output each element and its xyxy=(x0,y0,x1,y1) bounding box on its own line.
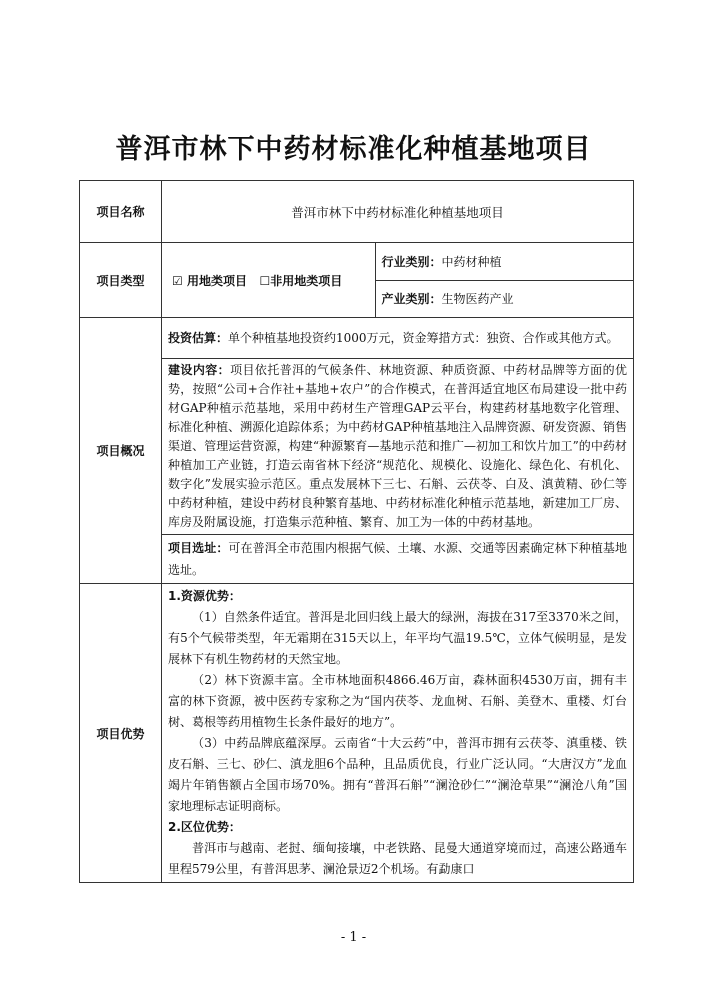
industry-value: 中药材种植 xyxy=(441,254,502,269)
row-overview-site xyxy=(80,535,634,584)
industry-label: 行业类别： xyxy=(381,254,442,269)
investment-cell xyxy=(162,318,634,359)
project-type-label: 项目类型 xyxy=(80,243,162,318)
document-title: 普洱市林下中药材标准化种植基地项目 xyxy=(115,134,592,165)
option-land-use: 用地类项目 xyxy=(186,273,247,288)
advantage-label: 项目优势 xyxy=(80,584,162,883)
sector-cell xyxy=(375,280,633,317)
advantage-paragraph-2: （2）林下资源丰富。全市林地面积4866.46万亩，森林面积4530万亩，拥有丰富的林下资源，被中医药专家称之为“国内茯苓、龙血树、石斛、美登木、重楼、灯台树、葛根等药用植物生长条件最好的地方”。 xyxy=(168,673,627,729)
row-project-type xyxy=(80,243,634,318)
site-label: 项目选址： xyxy=(168,541,229,555)
sector-value: 生物医药产业 xyxy=(441,292,514,307)
row-project-name xyxy=(80,181,634,243)
row-overview-content xyxy=(80,359,634,535)
investment-label: 投资估算： xyxy=(168,330,229,345)
advantage-heading-resource: 1.资源优势： xyxy=(168,589,241,603)
advantage-heading-location: 2.区位优势： xyxy=(168,820,241,834)
sector-label: 产业类别： xyxy=(381,292,442,307)
investment-text: 单个种植基地投资约1000万元，资金筹措方式：独资、合作或其他方式。 xyxy=(228,330,619,345)
industry-cell xyxy=(375,243,633,280)
advantage-paragraph-1: （1）自然条件适宜。普洱是北回归线上最大的绿洲，海拔在317至3370米之间，有5个气候带类型，年无霜期在315天以上，年平均气温19.5℃，立体气候明显，是发展林下有机生物药材的天然宝地。 xyxy=(168,610,627,666)
project-type-options xyxy=(162,243,375,317)
content-cell xyxy=(162,359,634,535)
project-name-label: 项目名称 xyxy=(80,181,162,243)
site-text: 可在普洱全市范围内根据气候、土壤、水源、交通等因素确定林下种植基地选址。 xyxy=(168,541,627,577)
advantage-paragraph-4: 普洱市与越南、老挝、缅甸接壤，中老铁路、昆曼大通道穿境而过，高速公路通车里程579公里，有普洱思茅、澜沧景迈2个机场。有勐康口 xyxy=(168,841,627,876)
row-advantage xyxy=(80,584,634,883)
advantage-paragraph-3: （3）中药品牌底蕴深厚。云南省“十大云药”中，普洱市拥有云茯苓、滇重楼、铁皮石斛、三七、砂仁、滇龙胆6个品种，且品质优良，行业广泛认同。“大唐汉方”龙血竭片年销售额占全国市场70%。拥有“普洱石斛”“澜沧砂仁”“澜沧草果”“澜沧八角”国家地理标志证明商标。 xyxy=(168,736,627,813)
option-non-land-use: 非用地类项目 xyxy=(270,273,343,288)
advantage-cell xyxy=(162,584,634,883)
page-number: - 1 - xyxy=(340,930,367,945)
unchecked-checkbox-icon: ☐ xyxy=(259,273,271,288)
project-name-value: 普洱市林下中药材标准化种植基地项目 xyxy=(162,181,634,243)
overview-label: 项目概况 xyxy=(80,318,162,584)
row-overview-investment xyxy=(80,318,634,359)
checked-checkbox-icon: ☑ xyxy=(172,273,183,288)
project-table xyxy=(79,180,634,883)
project-type-inner xyxy=(162,243,633,317)
content-text: 项目依托普洱的气候条件、林地资源、种质资源、中药材品牌等方面的优势，按照“公司+合作社+基地+农户”的合作模式，在普洱适宜地区布局建设一批中药材GAP种植示范基地，采用中药材生产管理GAP云平台，构建药材基地数字化管理、标准化种植、溯源化追踪体系；为中药材GAP种植基地注入品牌资源、研发资源、销售渠道、管理运营资源，构建“种源繁育—基地示范和推广—初加工和饮片加工”的中药材种植加工产业链，打造云南省林下经济“规范化、规模化、设施化、绿色化、有机化、数字化”发展实验示范区。重点发展林下三七、石斛、云茯苓、白及、滇黄精、砂仁等中药材种植，建设中药材良种繁育基地、中药材标准化种植示范基地，新建加工厂房、库房及附属设施，打造集示范种植、繁育、加工为一体的中药材基地。 xyxy=(168,363,627,529)
content-label: 建设内容： xyxy=(168,363,231,377)
site-cell xyxy=(162,535,634,584)
